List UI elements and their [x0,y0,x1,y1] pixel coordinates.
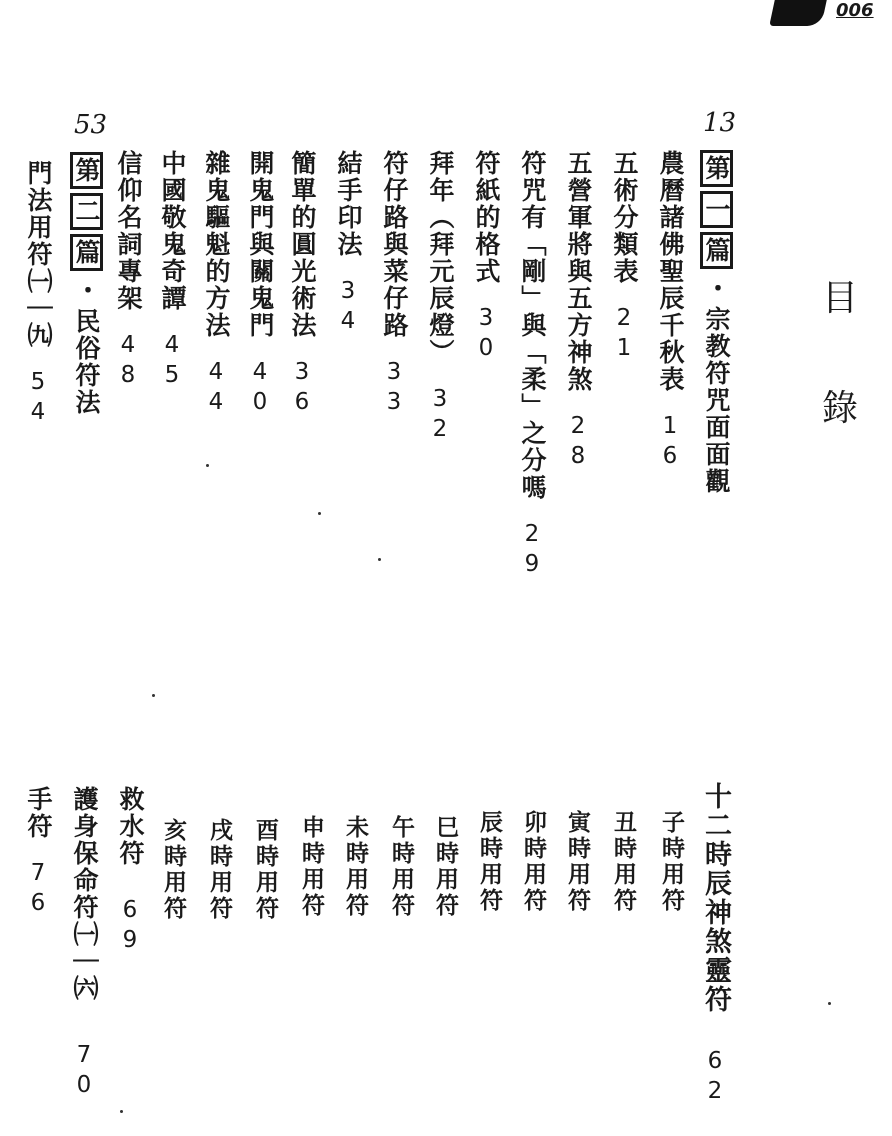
toc-entry [72,786,97,1102]
toc-entry [290,150,315,419]
toc-entry [248,150,273,419]
part1-separator: ・ [702,275,731,302]
entry-text: 卯時用符 [520,810,547,914]
entry-text: 護身保命符㈠｜㈥ [70,786,99,1002]
toc-entry [204,150,229,419]
page-number: 006 [836,0,874,21]
toc-entry [520,150,545,581]
entry-page: 21 [611,305,637,365]
toc-entry [566,150,591,473]
toc-entry [522,810,545,914]
entry-text: 雜鬼驅魁的方法 [202,150,231,339]
entry-page: 30 [473,305,499,365]
entry-text: 符咒有「剛」與「柔」之分嗎 [518,150,547,501]
toc-entry [658,150,683,473]
entry-page: 16 [657,413,683,473]
toc-entry [382,150,407,419]
entry-page: 44 [203,359,229,419]
entry-text: 午時用符 [388,815,415,919]
part2-handwritten-page: 53 [74,110,108,140]
toc-entry [300,815,323,919]
entry-text: 五營軍將與五方神煞 [564,150,593,393]
toc-entry [478,810,501,914]
entry-page: 33 [381,359,407,419]
part1-box-1: 第 [700,150,733,187]
entry-text: 救水符 [116,786,145,867]
toc-entry [612,810,635,914]
entry-page: 32 [427,386,453,446]
entry-text: 未時用符 [342,815,369,919]
entry-page: 40 [247,359,273,419]
part2-heading [70,150,103,416]
scan-speck [378,558,381,561]
toc-entry [160,150,185,392]
toc-entry [26,786,51,920]
entry-text: 十二時辰神煞靈符 [700,782,731,1014]
toc-entry [566,810,589,914]
entry-page: 48 [115,332,141,392]
entry-page: 45 [159,332,185,392]
toc-entry [26,160,51,429]
entry-text: 信仰名詞專架 [114,150,143,312]
part1-heading [700,148,733,495]
scan-speck [318,512,321,515]
publisher-logo-icon [769,0,827,26]
entry-page: 54 [25,369,51,429]
part2-box-1: 第 [70,152,103,189]
entry-text: 符仔路與菜仔路 [380,150,409,339]
toc-entry [612,150,637,365]
entry-page: 34 [335,278,361,338]
scan-speck [206,464,209,467]
entry-page: 69 [117,897,143,957]
entry-page: 28 [565,413,591,473]
part1-box-3: 篇 [700,232,733,269]
entry-page: 70 [71,1042,97,1102]
scan-speck [828,1002,831,1005]
scan-speck [120,1110,123,1113]
entry-text: 子時用符 [658,810,685,914]
entry-page: 29 [519,521,545,581]
toc-entry [434,815,457,919]
toc-entry [344,815,367,919]
part2-title: 民俗符法 [72,308,101,416]
part2-separator: ・ [72,277,101,304]
toc-entry [474,150,499,365]
entry-text: 結手印法 [334,150,363,258]
toc-entry [162,818,185,922]
toc-entry [660,810,683,914]
entry-text: 巳時用符 [432,815,459,919]
toc-title-char-2: 錄 [822,388,859,429]
entry-text: 手符 [24,786,53,840]
part1-box-2: 一 [700,191,733,228]
toc-entry [208,818,231,922]
entry-text: 亥時用符 [160,818,187,922]
entry-text: 符紙的格式 [472,150,501,285]
toc-entry [390,815,413,919]
toc-entry [118,786,143,957]
toc-entry [702,782,729,1108]
entry-page: 62 [702,1048,728,1108]
entry-text: 丑時用符 [610,810,637,914]
toc-entry [254,818,277,922]
entry-text: 申時用符 [298,815,325,919]
entry-text: 五術分類表 [610,150,639,285]
entry-text: 中國敬鬼奇譚 [158,150,187,312]
scan-speck [152,694,155,697]
entry-text: 寅時用符 [564,810,591,914]
toc-entry [116,150,141,392]
toc-title-char-1: 目 [822,278,859,319]
entry-page: 36 [289,359,315,419]
entry-text: 酉時用符 [252,818,279,922]
entry-text: 戌時用符 [206,818,233,922]
toc-entry [428,150,453,446]
part1-handwritten-page: 13 [703,108,737,138]
entry-text: 農曆諸佛聖辰千秋表 [656,150,685,393]
part2-box-2: 二 [70,193,103,230]
entry-text: 門法用符㈠｜㈨ [24,160,53,349]
entry-page: 76 [25,860,51,920]
entry-text: 簡單的圓光術法 [288,150,317,339]
entry-text: 開鬼門與關鬼門 [246,150,275,339]
part1-title: 宗教符咒面面觀 [702,306,731,495]
entry-text: 拜年（拜元辰燈） [426,150,455,366]
part2-box-3: 篇 [70,234,103,271]
entry-text: 辰時用符 [476,810,503,914]
toc-entry [336,150,361,338]
